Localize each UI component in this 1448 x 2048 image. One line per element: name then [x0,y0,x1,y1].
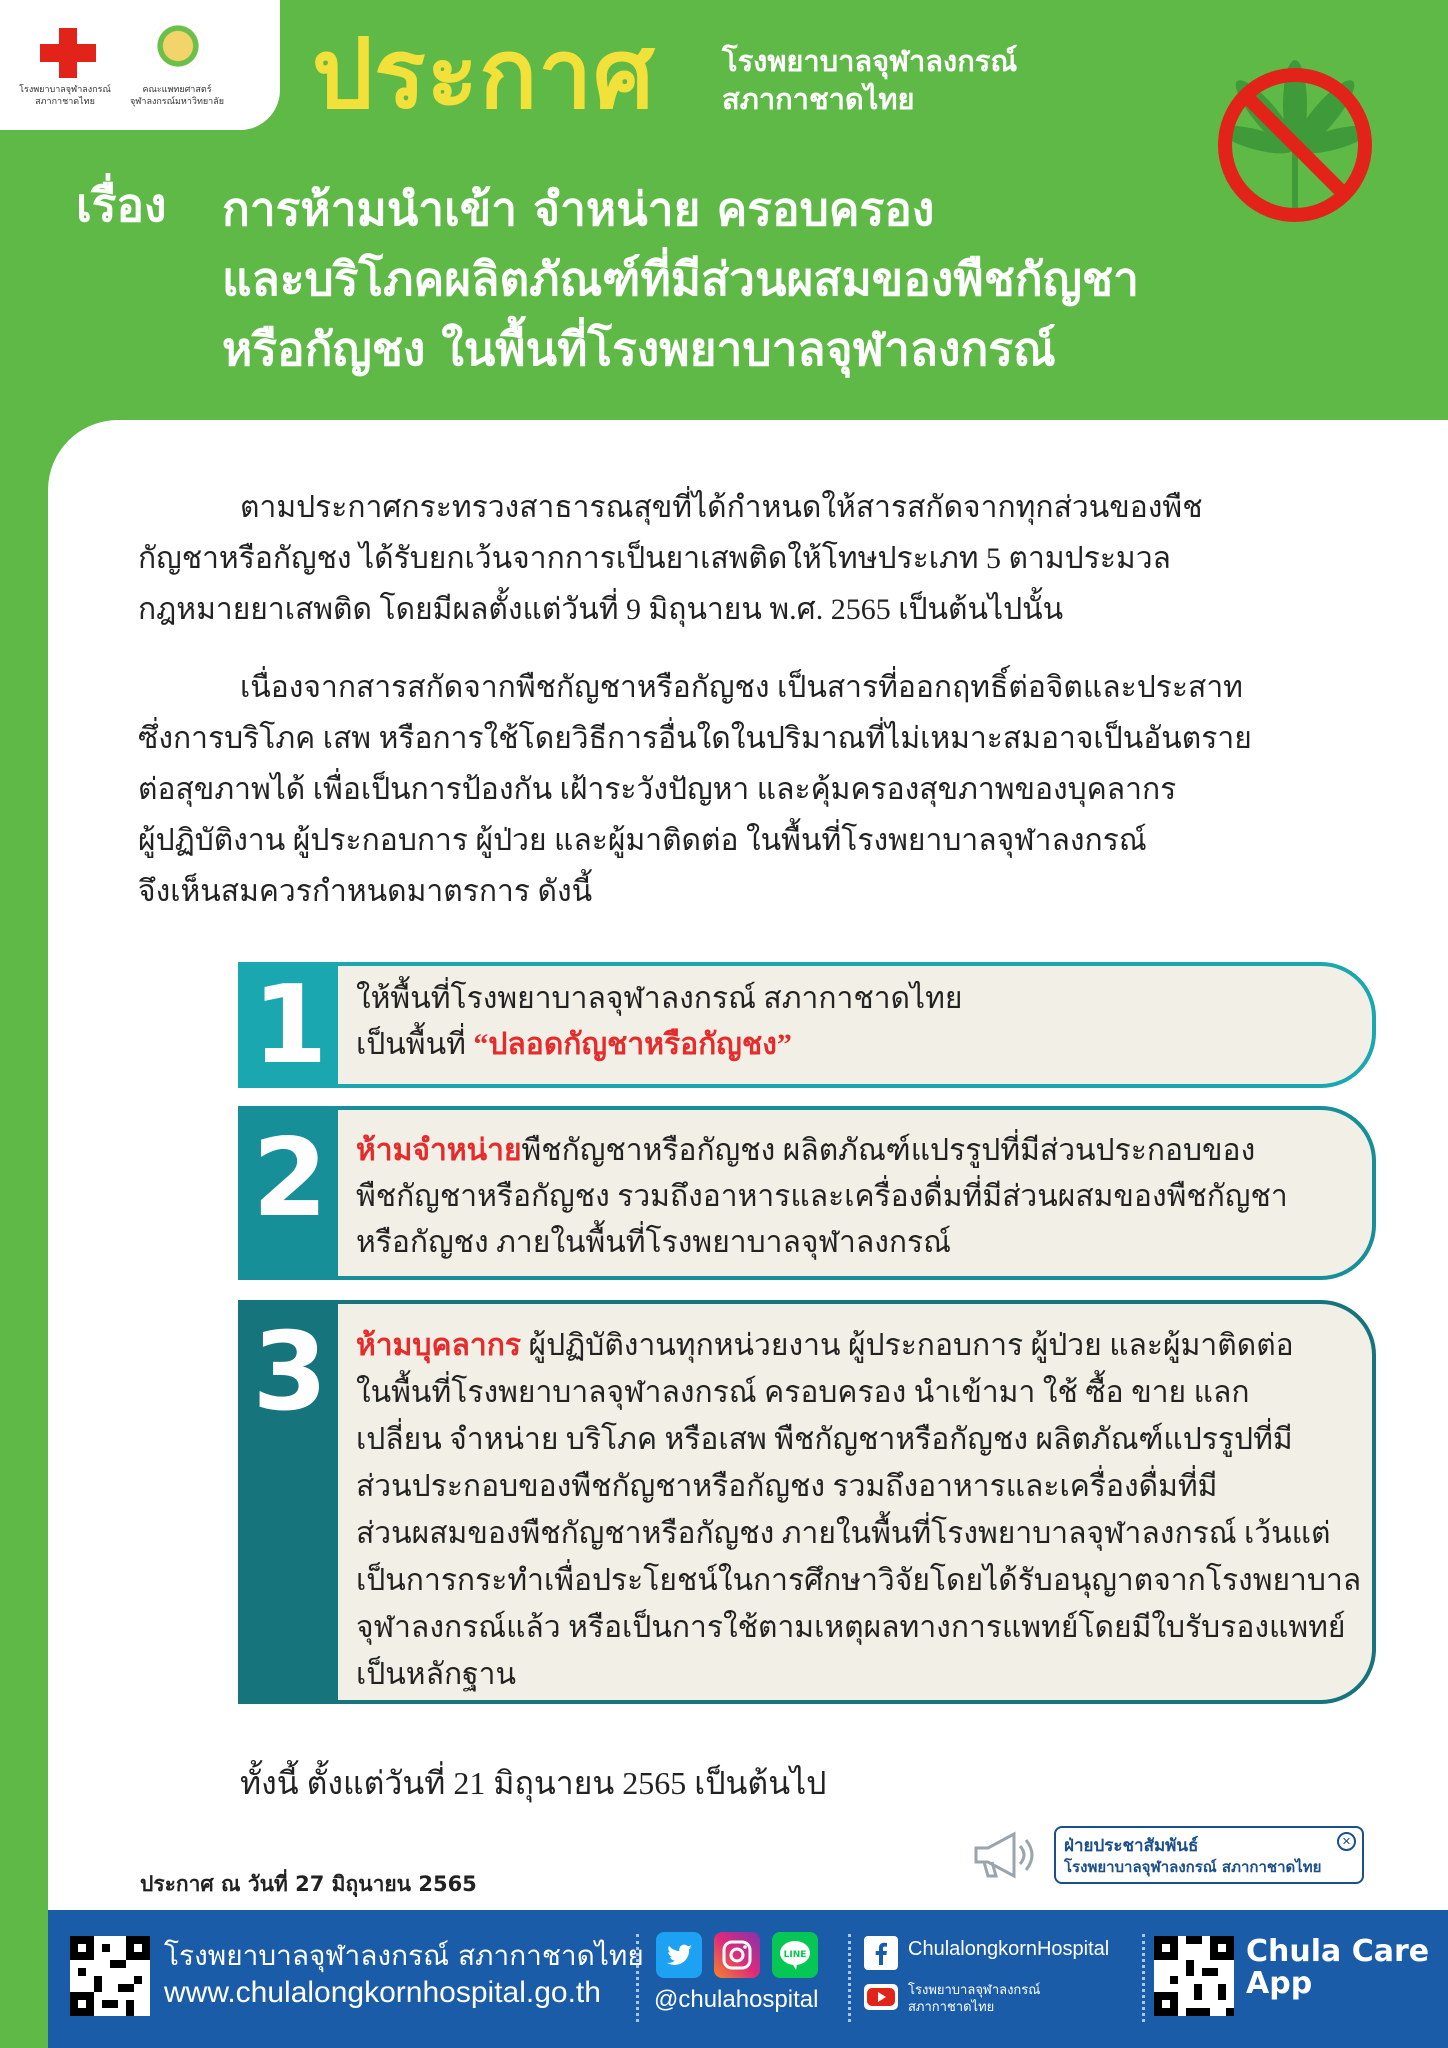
rule-line: เปลี่ยน จำหน่าย บริโภค หรือเสพ พืชกัญชาหรือกัญชง ผลิตภัณฑ์แปรรูปที่มี [356,1423,1293,1456]
rule-3 [238,1300,1376,1704]
app-qr-code-icon[interactable] [1154,1936,1234,2016]
website-qr-code-icon[interactable] [70,1936,150,2016]
rule-line-prefix: เป็นพื้นที่ [356,1028,474,1061]
megaphone-icon [968,1828,1038,1882]
rule-2 [238,1106,1376,1280]
rule-line [356,1322,1342,1369]
rule-line: จุฬาลงกรณ์แล้ว หรือเป็นการใช้ตามเหตุผลทางการแพทย์โดยมีใบรับรองแพทย์ [356,1611,1346,1644]
logo-panel [0,0,280,130]
line-icon-label: LINE [783,1950,807,1960]
content-panel [48,420,1448,1910]
rule-line [356,1128,1342,1174]
subject-title [222,174,1362,384]
announcement-title: ประกาศ [312,18,656,130]
cannabis-free-highlight: “ปลอดกัญชาหรือกัญชง” [473,1028,792,1061]
footer-hospital-name: โรงพยาบาลจุฬาลงกรณ์ สภากาชาดไทย [164,1939,644,1972]
hospital-name-line2: สภากาชาดไทย [722,82,915,116]
rule-line: ส่วนประกอบของพืชกัญชาหรือกัญชง รวมถึงอาหารและเครื่องดื่มที่มี [356,1470,1218,1503]
paragraph-line: ซึ่งการบริโภค เสพ หรือการใช้โดยวิธีการอื่นใดในปริมาณที่ไม่เหมาะสมอาจเป็นอันตราย [138,722,1252,755]
youtube-icon[interactable] [864,1984,898,2010]
paragraph-line: กัญชาหรือกัญชง ได้รับยกเว้นจากการเป็นยาเสพติดให้โทษประเภท 5 ตามประมวล [138,542,1171,575]
subject-label: เรื่อง [76,178,167,232]
youtube-channel-name[interactable]: โรงพยาบาลจุฬาลงกรณ์ สภากาชาดไทย [908,1983,1041,2015]
rule-1 [238,962,1376,1088]
footer-divider [1142,1934,1145,2022]
effective-date-statement: ทั้งนี้ ตั้งแต่วันที่ 21 มิถุนายน 2565 เป็นต้นไป [240,1765,827,1801]
subject-line: และบริโภคผลิตภัณฑ์ที่มีส่วนผสมของพืชกัญชา [222,252,1139,306]
pr-line2: โรงพยาบาลจุฬาลงกรณ์ สภากาชาดไทย [1064,1858,1322,1876]
twitter-icon[interactable] [656,1932,702,1978]
hospital-name-header [722,42,1017,118]
faculty-seal-logo [152,20,204,72]
paragraph-1 [138,482,1408,635]
social-handle[interactable]: @chulahospital [654,1986,819,2013]
rule-text [356,1322,1362,1698]
paragraph-2 [138,662,1408,917]
rule-line: หรือกัญชง ภายในพื้นที่โรงพยาบาลจุฬาลงกรณ์ [356,1226,951,1259]
redcross-circle-icon: ✕ [1337,1832,1356,1851]
rule-line: ให้พื้นที่โรงพยาบาลจุฬาลงกรณ์ สภากาชาดไทย [356,982,963,1015]
red-cross-logo [40,28,96,78]
website-link[interactable]: www.chulalongkornhospital.go.th [164,1976,601,2009]
rule-line-rest: ผู้ปฏิบัติงานทุกหน่วยงาน ผู้ประกอบการ ผู้ป่วย และผู้มาติดต่อ [521,1329,1294,1362]
hospital-name-line1: โรงพยาบาลจุฬาลงกรณ์ [722,44,1018,78]
paragraph-line: ตามประกาศกระทรวงสาธารณสุขที่ได้กำหนดให้สารสกัดจากทุกส่วนของพืช [240,491,1203,524]
pr-department-badge [1054,1826,1364,1884]
rule-line: พืชกัญชาหรือกัญชง รวมถึงอาหารและเครื่องดื่มที่มีส่วนผสมของพืชกัญชา [356,1180,1288,1213]
rule-line: ในพื้นที่โรงพยาบาลจุฬาลงกรณ์ ครอบครอง นำเข้ามา ใช้ ซื้อ ขาย แลก [356,1376,1250,1409]
paragraph-line: ผู้ปฏิบัติงาน ผู้ประกอบการ ผู้ป่วย และผู้มาติดต่อ ในพื้นที่โรงพยาบาลจุฬาลงกรณ์ [138,824,1147,857]
paragraph-line: กฎหมายยาเสพติด โดยมีผลตั้งแต่วันที่ 9 มิถุนายน พ.ศ. 2565 เป็นต้นไปนั้น [138,593,1064,626]
rule-number: 3 [242,1304,338,1700]
facebook-page-name[interactable]: ChulalongkornHospital [908,1938,1110,1960]
subject-line: หรือกัญชง ในพื้นที่โรงพยาบาลจุฬาลงกรณ์ [222,322,1056,376]
facebook-icon[interactable] [864,1936,898,1970]
footer-divider [636,1934,639,2022]
rule-highlight: ห้ามจำหน่าย [356,1134,522,1167]
rule-line: ส่วนผสมของพืชกัญชาหรือกัญชง ภายในพื้นที่โรงพยาบาลจุฬาลงกรณ์ เว้นแต่ [356,1517,1331,1550]
paragraph-line: เนื่องจากสารสกัดจากพืชกัญชาหรือกัญชง เป็นสารที่ออกฤทธิ์ต่อจิตและประสาท [240,671,1243,704]
footer-divider [848,1934,851,2022]
faculty-caption: คณะแพทยศาสตร์ จุฬาลงกรณ์มหาวิทยาลัย [129,85,225,107]
rule-highlight: ห้ามบุคลากร [356,1329,522,1362]
issued-date: ประกาศ ณ วันที่ 27 มิถุนายน 2565 [140,1872,477,1896]
red-cross-caption: โรงพยาบาลจุฬาลงกรณ์ สภากาชาดไทย [19,85,111,107]
rule-text [356,976,1342,1068]
paragraph-line: ต่อสุขภาพได้ เพื่อเป็นการป้องกัน เฝ้าระวังปัญหา และคุ้มครองสุขภาพของบุคลากร [138,773,1177,806]
rule-number: 2 [242,1110,338,1276]
pr-line1: ฝ่ายประชาสัมพันธ์ [1064,1836,1199,1856]
rule-line [356,1022,1342,1068]
rule-line: เป็นการกระทำเพื่อประโยชน์ในการศึกษาวิจัยโดยได้รับอนุญาตจากโรงพยาบาล [356,1564,1362,1597]
rule-text [356,1128,1342,1266]
rule-line: เป็นหลักฐาน [356,1658,517,1691]
subject-line: การห้ามนำเข้า จำหน่าย ครอบครอง [222,182,935,236]
line-icon[interactable] [772,1932,818,1978]
chula-care-app-label[interactable]: Chula Care App [1246,1934,1430,2001]
paragraph-line: จึงเห็นสมควรกำหนดมาตรการ ดังนี้ [138,875,593,908]
rule-number: 1 [242,966,338,1084]
rule-line-rest: พืชกัญชาหรือกัญชง ผลิตภัณฑ์แปรรูปที่มีส่วนประกอบของ [521,1134,1256,1167]
footer [48,1910,1448,2048]
instagram-icon[interactable] [714,1932,760,1978]
